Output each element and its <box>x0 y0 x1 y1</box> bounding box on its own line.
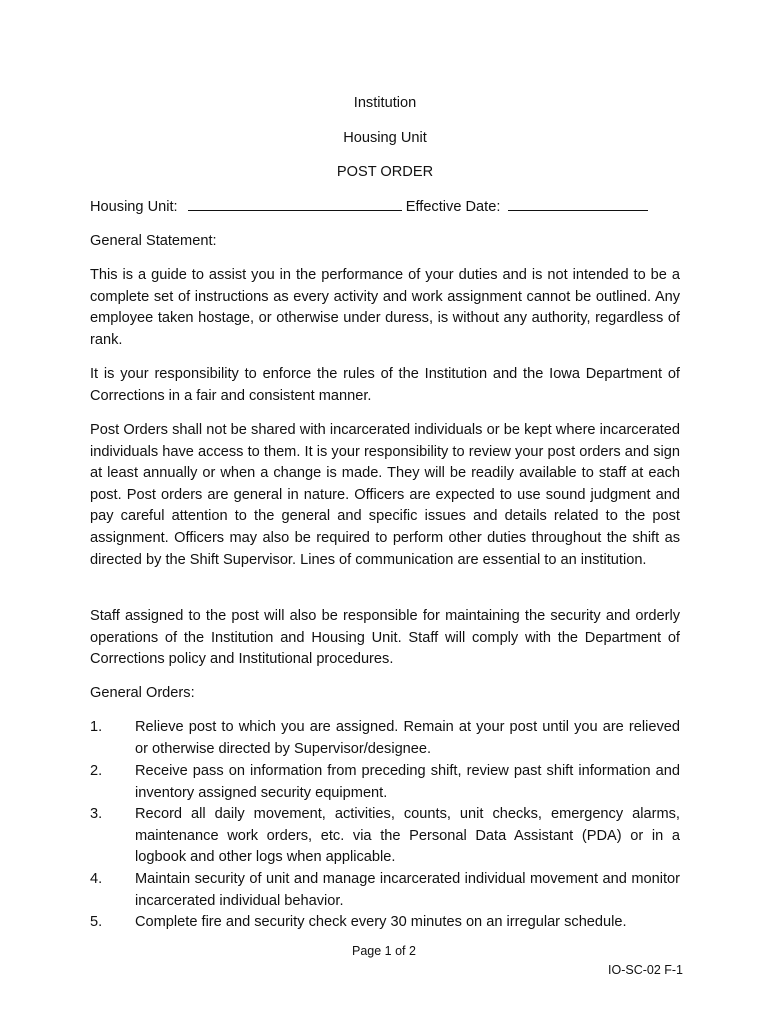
fields-row <box>90 197 680 219</box>
form-id: IO-SC-02 F-1 <box>608 963 684 977</box>
list-item <box>90 717 680 760</box>
paragraph: Staff assigned to the post will also be responsible for maintaining the security and orderly operations of the Institution and Housing Unit. Staff will comply with the Department of Corrections policy and Institutional procedures. <box>90 608 680 668</box>
post-order-title: POST ORDER <box>336 164 434 180</box>
paragraph: This is a guide to assist you in the performance of your duties and is not intended to be a complete set of instructions as every activity and work assignment cannot be outlined. Any employee taken hostage, or otherwise under duress, is without any authority, regardless of rank. <box>90 267 680 348</box>
paragraph: Post Orders shall not be shared with incarcerated individuals or be kept where incarcerated individuals have access to them. It is your responsibility to review your post orders and sign at least annually or when a change is made. They will be readily available to staff at each post. Post orders are general in nature. Officers are expected to use sound judgment and pay careful attention to the general and specific issues and details related to the post assignment. Officers may also be required to perform other duties throughout the shift as directed by the Shift Supervisor. Lines of communication are essential to an institution. <box>90 422 680 568</box>
item-number: 3. <box>90 806 103 822</box>
item-number: 4. <box>90 871 103 887</box>
general-statement-heading: General Statement: <box>90 233 217 249</box>
housing-unit-title: Housing Unit <box>343 130 427 146</box>
item-number: 1. <box>90 719 103 735</box>
paragraph: It is your responsibility to enforce the rules of the Institution and the Iowa Department of Corrections in a fair and consistent manner. <box>90 366 680 404</box>
item-text: Relieve post to which you are assigned. Remain at your post until you are relieved or otherwise directed by Supervisor/designee. <box>135 719 680 757</box>
housing-unit-label: Housing Unit: <box>90 199 178 215</box>
item-text: Complete fire and security check every 30 minutes on an irregular schedule. <box>135 914 627 930</box>
list-item <box>90 804 680 869</box>
list-item <box>90 761 680 804</box>
institution-title: Institution <box>353 95 417 111</box>
effective-date-field[interactable] <box>508 198 648 211</box>
list-item <box>90 869 680 912</box>
item-number: 5. <box>90 914 103 930</box>
page-number: Page 1 of 2 <box>352 944 416 958</box>
housing-unit-field[interactable] <box>188 198 402 211</box>
item-number: 2. <box>90 763 103 779</box>
item-text: Record all daily movement, activities, counts, unit checks, emergency alarms, maintenance work orders, etc. via the Personal Data Assistant (PDA) or in a logbook and other logs when applicable. <box>135 806 680 866</box>
list-item <box>90 912 680 934</box>
item-text: Receive pass on information from preceding shift, review past shift information and inventory assigned security equipment. <box>135 763 680 801</box>
general-orders-heading: General Orders: <box>90 685 195 701</box>
item-text: Maintain security of unit and manage incarcerated individual movement and monitor incarcerated individual behavior. <box>135 871 680 909</box>
effective-date-label: Effective Date: <box>405 199 501 215</box>
